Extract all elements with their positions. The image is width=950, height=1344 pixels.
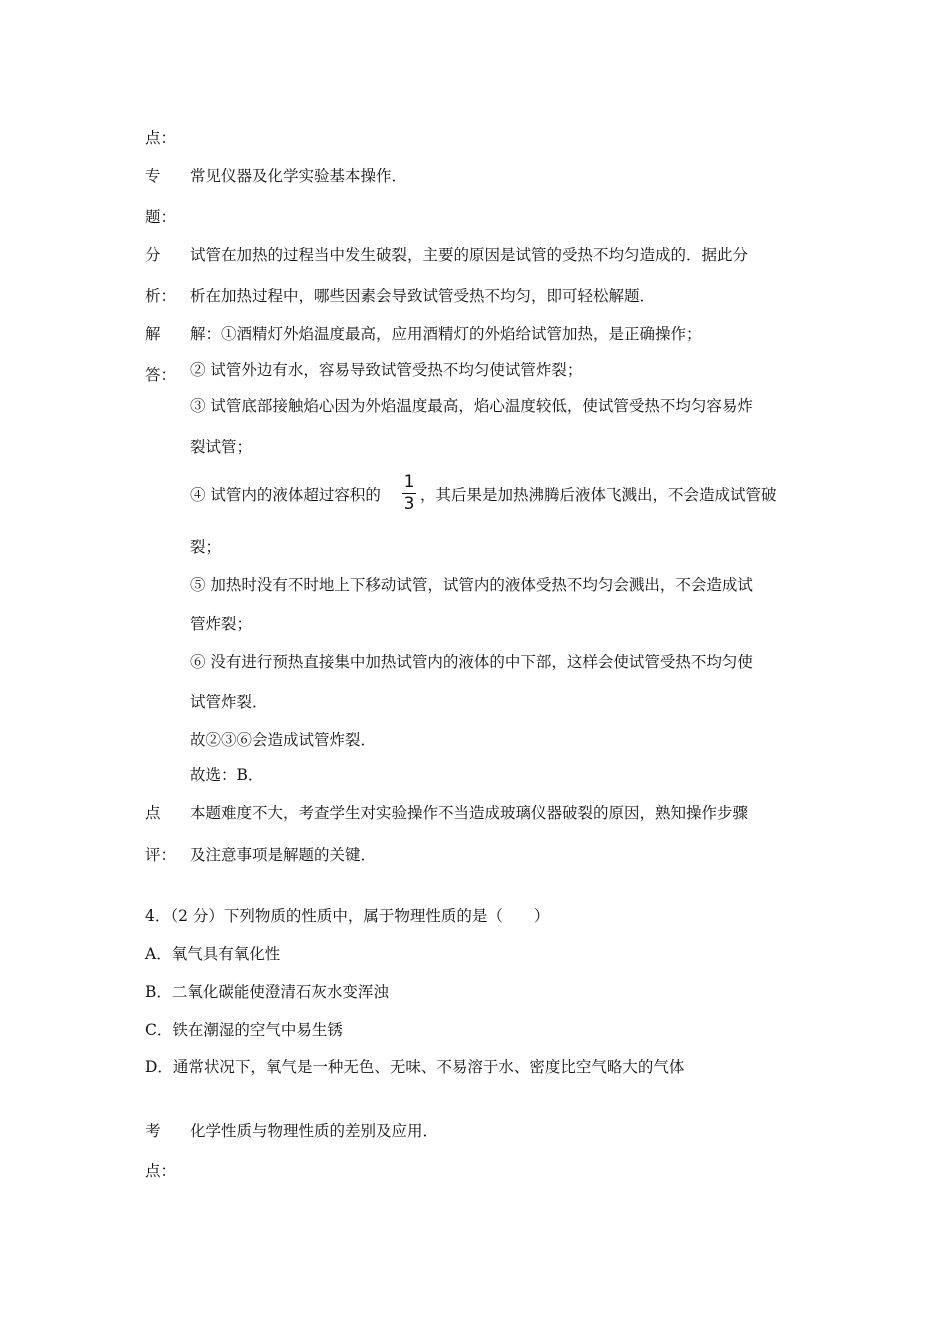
answer-line-2: ② 试管外边有水，容易导致试管受热不均匀使试管炸裂； [190,361,583,379]
answer-line-7: ⑤ 加热时没有不时地上下移动试管，试管内的液体受热不均匀会溅出，不会造成试 [190,576,753,594]
answer-line-5-pre: ④ 试管内的液体超过容积的 [190,486,381,504]
comment-label-2: 评： [145,846,177,864]
analysis-label-2: 析： [145,287,177,305]
option-d: D．通常状况下，氧气是一种无色、无味、不易溶于水、密度比空气略大的气体 [145,1058,685,1076]
topic-text: 常见仪器及化学实验基本操作． [190,167,408,185]
answer-label-2: 答： [145,366,177,384]
comment-line-1: 本题难度不大，考查学生对实验操作不当造成玻璃仪器破裂的原因，熟知操作步骤 [190,804,749,822]
analysis-line-1: 试管在加热的过程当中发生破裂，主要的原因是试管的受热不均匀造成的．据此分 [190,246,749,264]
comment-line-2: 及注意事项是解题的关键． [190,846,377,864]
answer-line-10: 试管炸裂． [190,693,268,711]
topic-label-1: 专 [145,167,161,185]
exam-point-label-1: 考 [145,1122,161,1140]
answer-line-1: 解：①酒精灯外焰温度最高，应用酒精灯的外焰给试管加热，是正确操作； [190,325,702,343]
answer-line-12: 故选：B． [190,766,264,784]
analysis-line-2: 析在加热过程中，哪些因素会导致试管受热不均匀，即可轻松解题． [190,287,656,305]
fraction-numerator: 1 [403,472,415,492]
option-a: A．氧气具有氧化性 [145,945,281,963]
exam-point-label-2: 点： [145,1162,177,1180]
option-c: C．铁在潮湿的空气中易生锈 [145,1021,343,1039]
topic-label-2: 题： [145,208,177,226]
option-b: B．二氧化碳能使澄清石灰水变浑浊 [145,983,389,1001]
answer-label-1: 解 [145,325,161,343]
answer-line-11: 故②③⑥会造成试管炸裂． [190,731,377,749]
answer-line-8: 管炸裂； [190,615,253,633]
answer-line-6: 裂； [190,538,222,556]
comment-label-1: 点 [145,804,161,822]
fraction-one-third [402,473,416,514]
answer-line-9: ⑥ 没有进行预热直接集中加热试管内的液体的中下部，这样会使试管受热不均匀使 [190,653,753,671]
analysis-label-1: 分 [145,246,161,264]
answer-line-3: ③ 试管底部接触焰心因为外焰温度最高，焰心温度较低，使试管受热不均匀容易炸 [190,397,753,415]
answer-line-5-post: ，其后果是加热沸腾后液体飞溅出，不会造成试管破 [420,486,777,504]
fraction-denominator: 3 [403,494,415,514]
question-4-stem: 4．（2 分）下列物质的性质中，属于物理性质的是（ ） [145,907,550,925]
exam-point-text: 化学性质与物理性质的差别及应用． [190,1122,439,1140]
exam-point-label-tail: 点： [145,129,177,147]
answer-line-4: 裂试管； [190,438,253,456]
